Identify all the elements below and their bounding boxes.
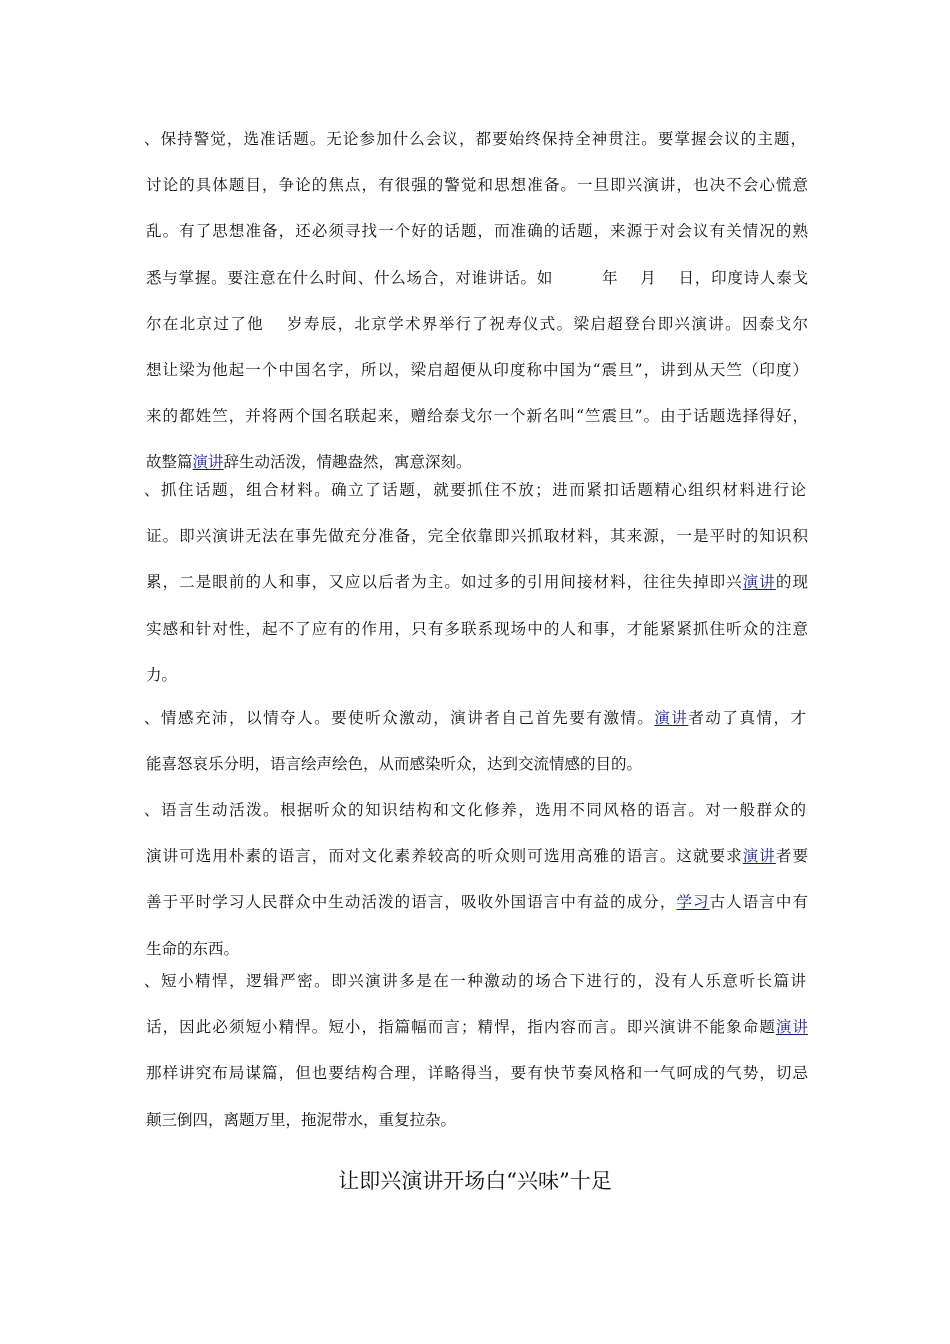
paragraph-line (146, 359, 808, 381)
paragraph-first-line (144, 707, 806, 729)
text-run: 、短小精悍，逻辑严密。即兴演讲多是在一种激动的场合下进行的，没有人乐意听长篇讲 (144, 972, 806, 990)
paragraph-first-line (144, 970, 806, 992)
text-run: 古人语言中有 (709, 893, 808, 912)
text-run: 、语言生动活泼。根据听众的知识结构和文化修养，选用不同风格的语言。对一般群众的 (144, 801, 806, 819)
paragraph-line (146, 451, 808, 473)
text-run: 者要 (775, 847, 808, 866)
paragraph-line (146, 220, 808, 242)
text-run: 力。 (146, 665, 178, 684)
paragraph-line (146, 753, 808, 775)
text-run: 实感和针对性，起不了应有的作用，只有多联系现场中的人和事，才能紧紧抓住听众的注意 (146, 619, 808, 638)
text-run: 想让梁为他起一个中国名字，所以，梁启超便从印度称中国为“震旦”，讲到从天竺（印度） (146, 361, 808, 379)
text-run: 能喜怒哀乐分明，语言绘声绘色，从而感染听众，达到交流情感的目的。 (146, 755, 643, 774)
paragraph-line (146, 405, 808, 427)
paragraph-first-line (144, 479, 806, 501)
paragraph-line (146, 1062, 808, 1084)
paragraph-line (146, 525, 808, 547)
text-run: 、情感充沛，以情夺人。要使听众激动，演讲者自己首先要有激情。 (144, 709, 655, 727)
text-run: 故整篇 (146, 453, 193, 472)
text-run: 、保持警觉，选准话题。无论参加什么会议，都要始终保持全神贯注。要掌握会议的主题， (144, 130, 806, 148)
text-run: 、抓住话题，组合材料。确立了话题，就要抓住不放；进而紧扣话题精心组织材料进行论 (144, 481, 806, 499)
paragraph-first-line (144, 128, 806, 150)
keyword-link[interactable]: 演讲 (775, 1018, 808, 1037)
text-run: 的现 (775, 573, 808, 592)
paragraph-line (146, 664, 808, 686)
paragraph-line (146, 891, 808, 913)
paragraph-line (146, 1016, 808, 1038)
section-heading: 让即兴演讲开场白“兴味”十足 (338, 1169, 612, 1193)
keyword-link[interactable]: 演讲 (742, 847, 776, 866)
text-run: 证。即兴演讲无法在事先做充分准备，完全依靠即兴抓取材料，其来源，一是平时的知识积 (146, 527, 808, 546)
paragraph-line (146, 571, 808, 593)
text-run: 来的都姓竺，并将两个国名联起来，赠给泰戈尔一个新名叫“竺震旦”。由于话题选择得好， (146, 407, 808, 426)
text-run: 那样讲究布局谋篇，但也要结构合理，详略得当，要有快节奏风格和一气呵成的气势，切忌 (146, 1064, 808, 1083)
paragraph-line (146, 938, 808, 960)
keyword-link[interactable]: 学习 (676, 893, 710, 912)
paragraph-line (146, 618, 808, 640)
text-run: 善于平时学习人民群众中生动活泼的语言，吸收外国语言中有益的成分， (146, 893, 677, 912)
keyword-link[interactable]: 演讲 (654, 709, 689, 727)
text-run: 悉与掌握。要注意在什么时间、什么场合，对谁讲话。如 年 月 日，印度诗人泰戈 (146, 268, 808, 287)
paragraph-line (146, 845, 808, 867)
text-run: 话，因此必须短小精悍。短小，指篇幅而言；精悍，指内容而言。即兴演讲不能象命题 (146, 1018, 776, 1037)
text-run: 辞生动活泼，情趣盎然，寓意深刻。 (223, 453, 472, 472)
text-run: 生命的东西。 (146, 939, 240, 958)
keyword-link[interactable]: 演讲 (192, 453, 224, 472)
text-run: 尔在北京过了他 岁寿辰，北京学术界举行了祝寿仪式。梁启超登台即兴演讲。因泰戈尔 (146, 314, 808, 333)
text-run: 讨论的具体题目，争论的焦点，有很强的警觉和思想准备。一旦即兴演讲，也决不会心慌意 (146, 176, 808, 195)
paragraph-line (146, 174, 808, 196)
text-run: 乱。有了思想准备，还必须寻找一个好的话题，而准确的话题，来源于对会议有关情况的熟 (146, 222, 808, 241)
paragraph-first-line (144, 799, 806, 821)
keyword-link[interactable]: 演讲 (742, 573, 776, 592)
paragraph-line (146, 267, 808, 289)
paragraph-line (146, 1109, 808, 1131)
text-run: 演讲可选用朴素的语言，而对文化素养较高的听众则可选用高雅的语言。这就要求 (146, 847, 743, 866)
paragraph-line (146, 313, 808, 335)
text-run: 累，二是眼前的人和事，又应以后者为主。如过多的引用间接材料，往往失掉即兴 (146, 573, 743, 592)
text-run: 颠三倒四，离题万里，拖泥带水，重复拉杂。 (146, 1110, 457, 1129)
text-run: 者动了真情，才 (688, 709, 806, 727)
